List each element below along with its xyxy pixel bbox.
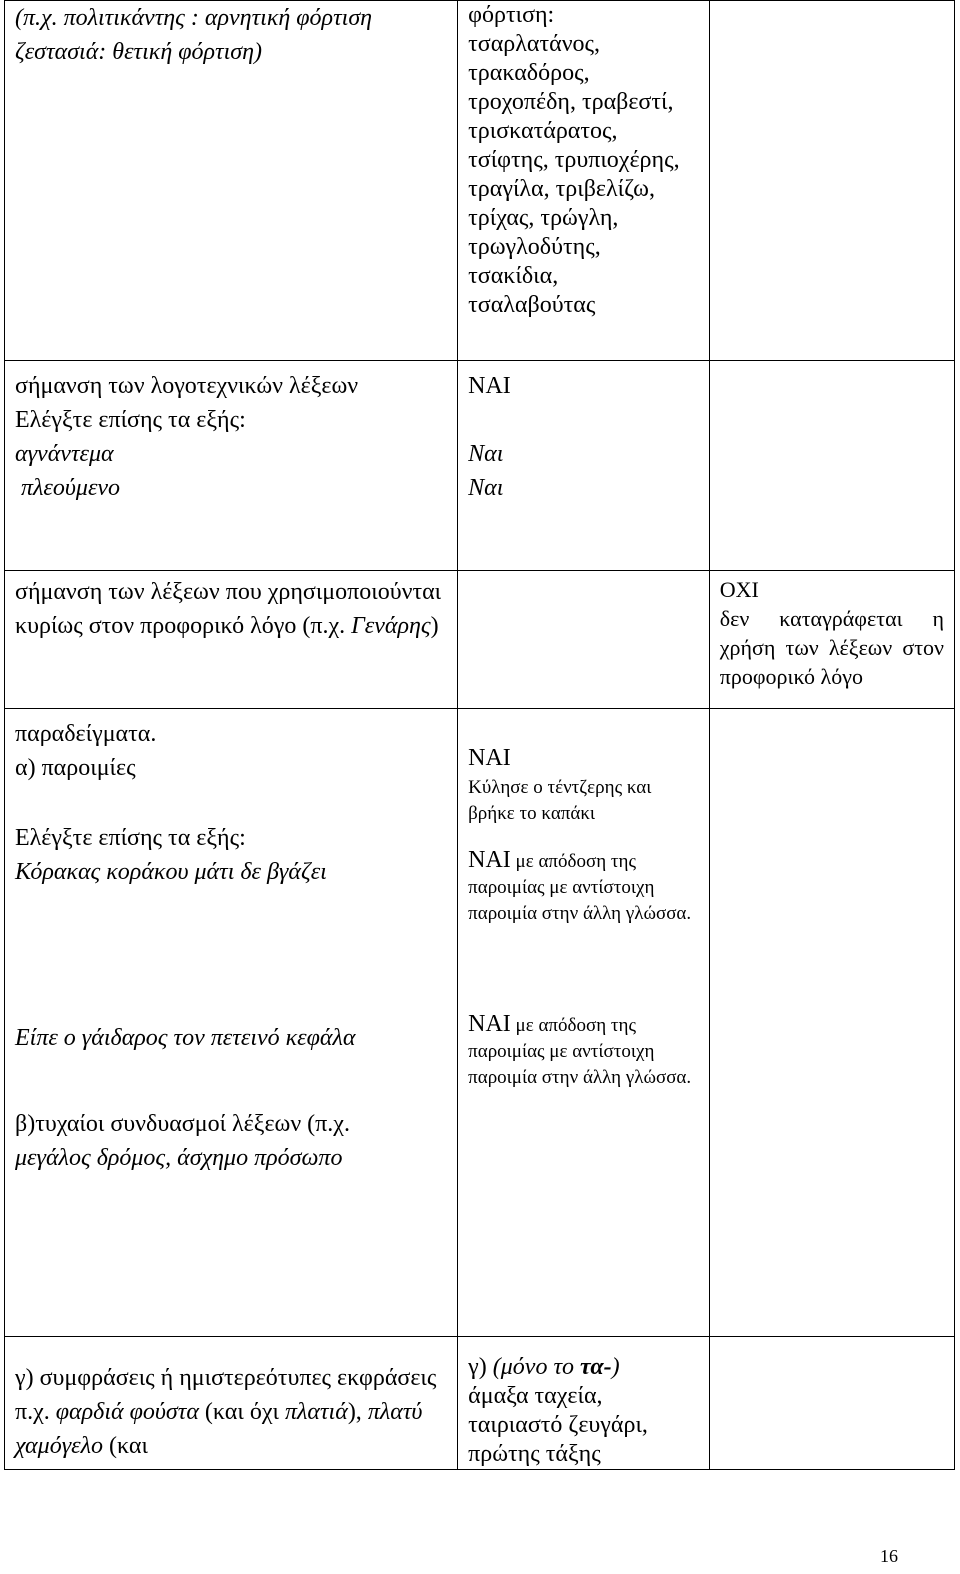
document-table bbox=[4, 0, 955, 1470]
table-row bbox=[5, 1337, 955, 1470]
cell-criterion: παραδείγματα. α) παροιμίες Ελέγξτε επίσης τα εξής: Κόρακας κοράκου μάτι δε βγάζει Είπε ο γάιδαρος τον πετεινό κεφάλα β)τυχαίοι συνδυασμοί λέξεων (π.χ. μεγάλος δρόμος, άσχημο πρόσωπο bbox=[5, 709, 458, 1337]
cell-answer: ΝΑΙ Ναι Ναι bbox=[458, 361, 710, 571]
cell-answer: φόρτιση: τσαρλατάνος, τρακαδόρος, τροχοπέδη, τραβεστί, τρισκατάρατος, τσίφτης, τρυπιοχέρης, τραγίλα, τριβελίζω, τρίχας, τρώγλη, τρωγλοδύτης, τσακίδια, τσαλαβούτας bbox=[458, 1, 710, 361]
table-row bbox=[5, 571, 955, 709]
cell-note bbox=[709, 709, 954, 1337]
cell-criterion: σήμανση των λογοτεχνικών λέξεων Ελέγξτε επίσης τα εξής: αγνάντεμα πλεούμενο bbox=[5, 361, 458, 571]
cell-answer bbox=[458, 571, 710, 709]
page-number: 16 bbox=[880, 1546, 898, 1566]
cell-note bbox=[709, 1337, 954, 1470]
table-row bbox=[5, 361, 955, 571]
cell-criterion: σήμανση των λέξεων που χρησιμοποιούνται κυρίως στον προφορικό λόγο (π.χ. Γενάρης) bbox=[5, 571, 458, 709]
cell-criterion: (π.χ. πολιτικάντης : αρνητική φόρτιση ζεστασιά: θετική φόρτιση) bbox=[5, 1, 458, 361]
cell-criterion: γ) συμφράσεις ή ημιστερεότυπες εκφράσεις π.χ. φαρδιά φούστα (και όχι πλατιά), πλατύ χαμόγελο (και bbox=[5, 1337, 458, 1470]
cell-answer: γ) (μόνο το τα-) άμαξα ταχεία, ταιριαστό ζευγάρι, πρώτης τάξης bbox=[458, 1337, 710, 1470]
table-row bbox=[5, 709, 955, 1337]
cell-note bbox=[709, 1, 954, 361]
cell-answer: ΝΑΙ Κύλησε ο τέντζερης και βρήκε το καπάκι ΝΑΙ με απόδοση της παροιμίας με αντίστοιχη παροιμία στην άλλη γλώσσα. ΝΑΙ με απόδοση της παροιμίας με αντίστοιχη παροιμία στην άλλη γλώσσα. bbox=[458, 709, 710, 1337]
cell-note bbox=[709, 361, 954, 571]
table-row bbox=[5, 1, 955, 361]
cell-note: ΟΧΙ δεν καταγράφεται η χρήση των λέξεων στον προφορικό λόγο bbox=[709, 571, 954, 709]
